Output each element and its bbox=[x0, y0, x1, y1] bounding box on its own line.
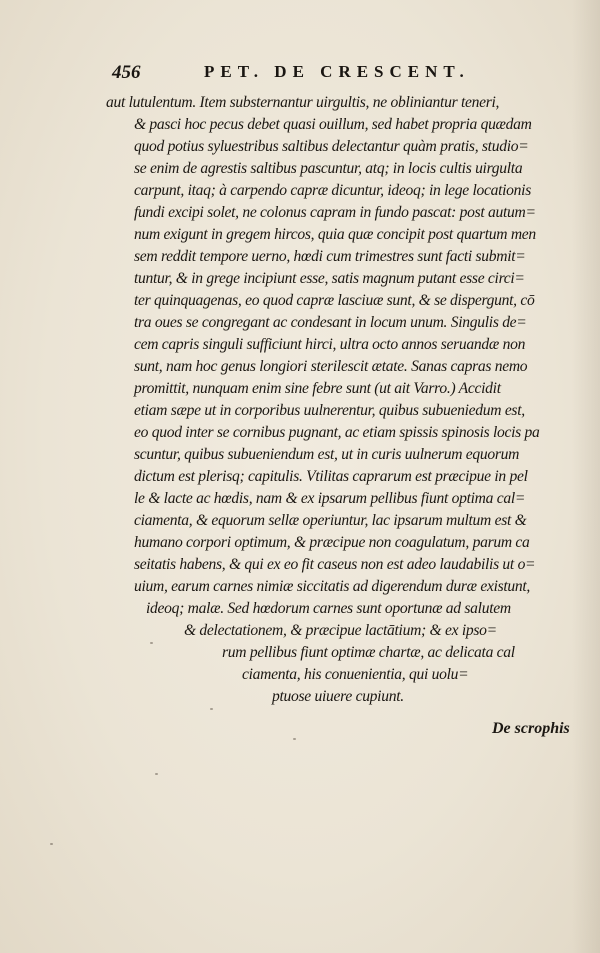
text-line: eo quod inter se cornibus pugnant, ac etiam spissis spinosis locis pa bbox=[134, 424, 540, 441]
page-number: 456 bbox=[112, 62, 141, 83]
text-line: se enim de agrestis saltibus pascuntur, atq; in locis cultis uirgulta bbox=[134, 160, 523, 177]
text-line: humano corpori optimum, & præcipue non coagulatum, parum ca bbox=[134, 534, 530, 551]
text-line: cem capris singuli sufficiunt hirci, ultra octo annos seruandæ non bbox=[134, 336, 526, 353]
text-line: & pasci hoc pecus debet quasi ouillum, sed habet propria quædam bbox=[134, 116, 532, 133]
text-line: uium, earum carnes nimiæ siccitatis ad digerendum duræ existunt, bbox=[134, 578, 531, 595]
text-line: ter quinquagenas, eo quod capræ lasciuæ sunt, & se dispergunt, cō bbox=[134, 292, 535, 309]
page-edge-shadow bbox=[572, 0, 600, 953]
running-head: PET. DE CRESCENT. bbox=[204, 62, 470, 81]
paper-speck bbox=[293, 738, 296, 740]
page-header bbox=[112, 62, 512, 86]
text-line: ciamenta, his conuenientia, qui uolu= bbox=[242, 666, 469, 683]
text-line: promittit, nunquam enim sine febre sunt (ut ait Varro.) Accidit bbox=[134, 380, 501, 397]
text-line: quod potius syluestribus saltibus delectantur quàm pratis, studio= bbox=[134, 138, 529, 155]
text-line: ideoq; malæ. Sed hœdorum carnes sunt oportunæ ad salutem bbox=[146, 600, 511, 617]
text-line: tra oues se congregant ac condesant in locum unum. Singulis de= bbox=[134, 314, 527, 331]
text-line: rum pellibus fiunt optimæ chartæ, ac delicata cal bbox=[222, 644, 515, 661]
text-line: ptuose uiuere cupiunt. bbox=[272, 688, 404, 705]
text-line: carpunt, itaq; à carpendo capræ dicuntur, ideoq; in lege locationis bbox=[134, 182, 531, 199]
text-line: sunt, nam hoc genus longiori sterilescit ætate. Sanas capras nemo bbox=[134, 358, 528, 375]
paper-speck bbox=[50, 843, 53, 845]
text-line: le & lacte ac hœdis, nam & ex ipsarum pellibus fiunt optima cal= bbox=[134, 490, 526, 507]
text-line: sem reddit tempore uerno, hœdi cum trimestres sunt facti submit= bbox=[134, 248, 526, 265]
text-line: & delectationem, & præcipue lactātium; & ex ipso= bbox=[184, 622, 497, 639]
catchword: De scrophis bbox=[492, 720, 570, 737]
text-line: tuntur, & in grege incipiunt esse, satis magnum putant esse circi= bbox=[134, 270, 525, 287]
text-line: etiam sæpe ut in corporibus uulnerentur, quibus subueniedum est, bbox=[134, 402, 525, 419]
text-line: ciamenta, & equorum sellæ operiuntur, lac ipsarum multum est & bbox=[134, 512, 527, 529]
text-line: dictum est plerisq; capitulis. Vtilitas caprarum est præcipue in pel bbox=[134, 468, 528, 485]
text-line: fundi excipi solet, ne colonus capram in fundo pascat: post autum= bbox=[134, 204, 536, 221]
text-line: seitatis habens, & qui ex eo fit caseus non est adeo laudabilis ut o= bbox=[134, 556, 536, 573]
text-line: aut lutulentum. Item substernantur uirgultis, ne obliniantur teneri, bbox=[106, 94, 500, 111]
text-line: scuntur, quibus subueniendum est, ut in curis uulnerum equorum bbox=[134, 446, 520, 463]
paper-speck bbox=[210, 708, 213, 710]
paper-speck bbox=[150, 642, 153, 644]
paper-speck bbox=[155, 773, 158, 775]
text-line: num exigunt in gregem hircos, quia quæ concipit post quartum men bbox=[134, 226, 536, 243]
